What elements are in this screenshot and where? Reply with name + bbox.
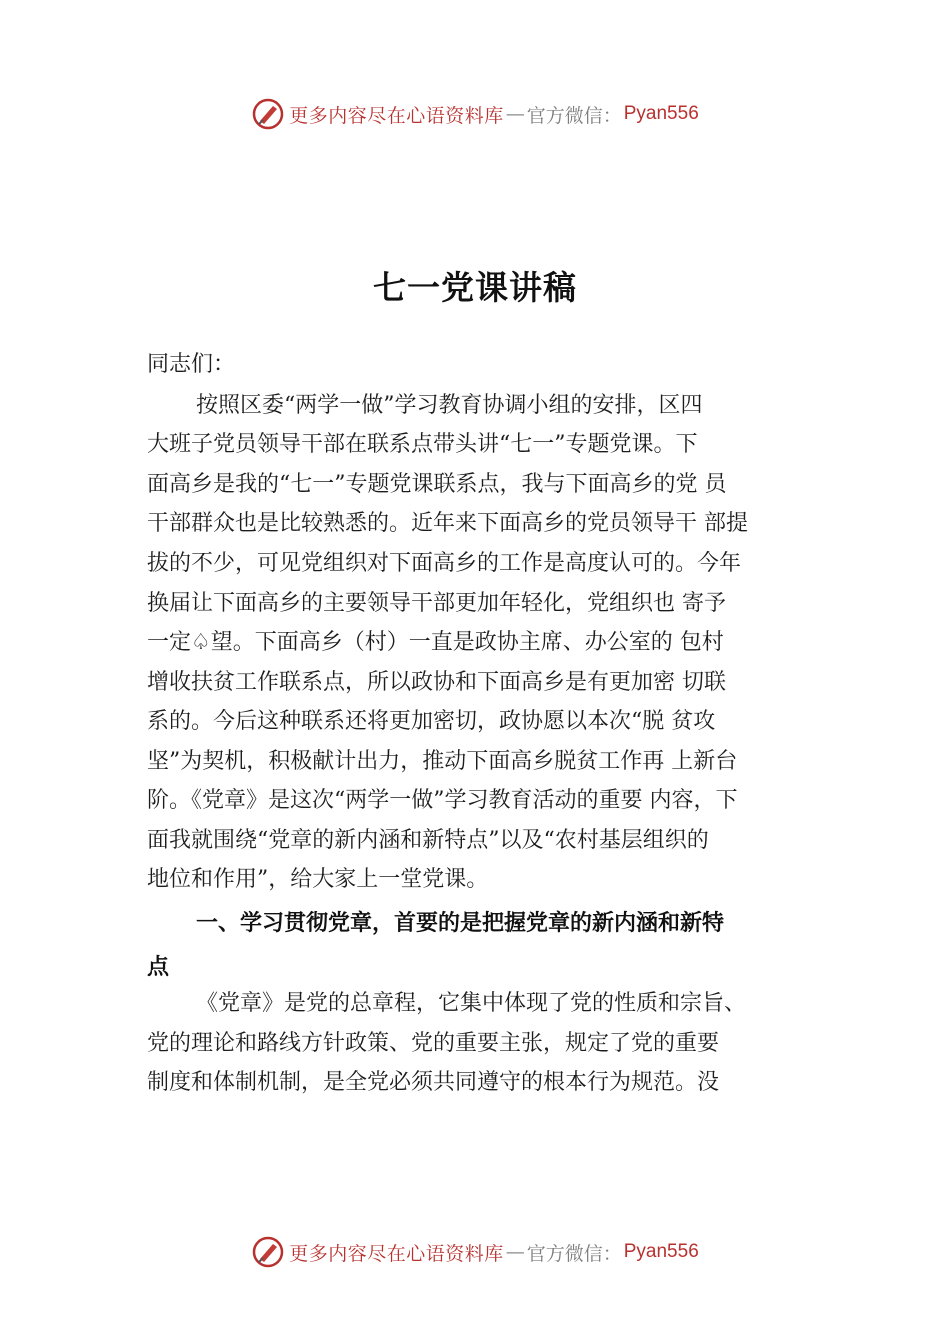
paragraph-line: 大班子党员领导干部在联系点带头讲“七一”专题党课。下 [147, 432, 698, 457]
watermark-dash: — [505, 103, 525, 125]
paragraph-line: 党的理论和路线方针政策、党的重要主张，规定了党的重要 [147, 1031, 720, 1056]
watermark-wechat-id: Pyan556 [623, 103, 699, 124]
paragraph-line: 按照区委“两学一做”学习教育协调小组的安排，区四 [196, 393, 703, 418]
paragraph-line: 坚”为契机，积极献计出力，推动下面高乡脱贫工作再 上新台 [147, 749, 738, 774]
watermark-wechat-id: Pyan556 [623, 1241, 699, 1262]
paragraph-line: 拔的不少，可见党组织对下面高乡的工作是高度认可的。今年 [147, 551, 742, 576]
paragraph-line: 换届让下面高乡的主要领导干部更加年轻化，党组织也 寄予 [147, 591, 726, 616]
paragraph-line: 一定♤望。下面高乡（村）一直是政协主席、办公室的 包村 [147, 630, 724, 655]
watermark-dash: — [505, 1241, 525, 1263]
watermark-text: 更多内容尽在心语资料库 [289, 104, 504, 127]
quill-logo-icon [251, 1235, 285, 1269]
watermark-text: 更多内容尽在心语资料库 [289, 1242, 504, 1265]
paragraph-line: 阶。《党章》是这次“两学一做”学习教育活动的重要 内容，下 [147, 788, 738, 813]
paragraph-line: 面高乡是我的“七一”专题党课联系点，我与下面高乡的党 员 [147, 472, 727, 497]
header-watermark [0, 94, 950, 134]
paragraph-line: 《党章》是党的总章程，它集中体现了党的性质和宗旨、 [196, 991, 747, 1016]
paragraph-line: 面我就围绕“党章的新内涵和新特点”以及“农村基层组织的 [147, 828, 709, 853]
salutation: 同志们： [147, 352, 236, 377]
paragraph-line: 制度和体制机制，是全党必须共同遵守的根本行为规范。没 [147, 1070, 720, 1095]
paragraph-line: 增收扶贫工作联系点，所以政协和下面高乡是有更加密 切联 [147, 670, 726, 695]
watermark-label: 官方微信： [526, 1242, 622, 1265]
footer-watermark [0, 1232, 950, 1272]
paragraph-line: 系的。今后这种联系还将更加密切，政协愿以本次“脱 贫攻 [147, 709, 716, 734]
paragraph-line: 地位和作用”，给大家上一堂党课。 [147, 867, 489, 892]
quill-logo-icon [251, 97, 285, 131]
document-title: 七一党课讲稿 [373, 268, 577, 307]
watermark-label: 官方微信： [526, 104, 622, 127]
section-heading-continued: 点 [147, 955, 170, 980]
section-heading: 一、学习贯彻党章，首要的是把握党章的新内涵和新特 [196, 911, 725, 936]
paragraph-line: 干部群众也是比较熟悉的。近年来下面高乡的党员领导干 部提 [147, 511, 748, 536]
